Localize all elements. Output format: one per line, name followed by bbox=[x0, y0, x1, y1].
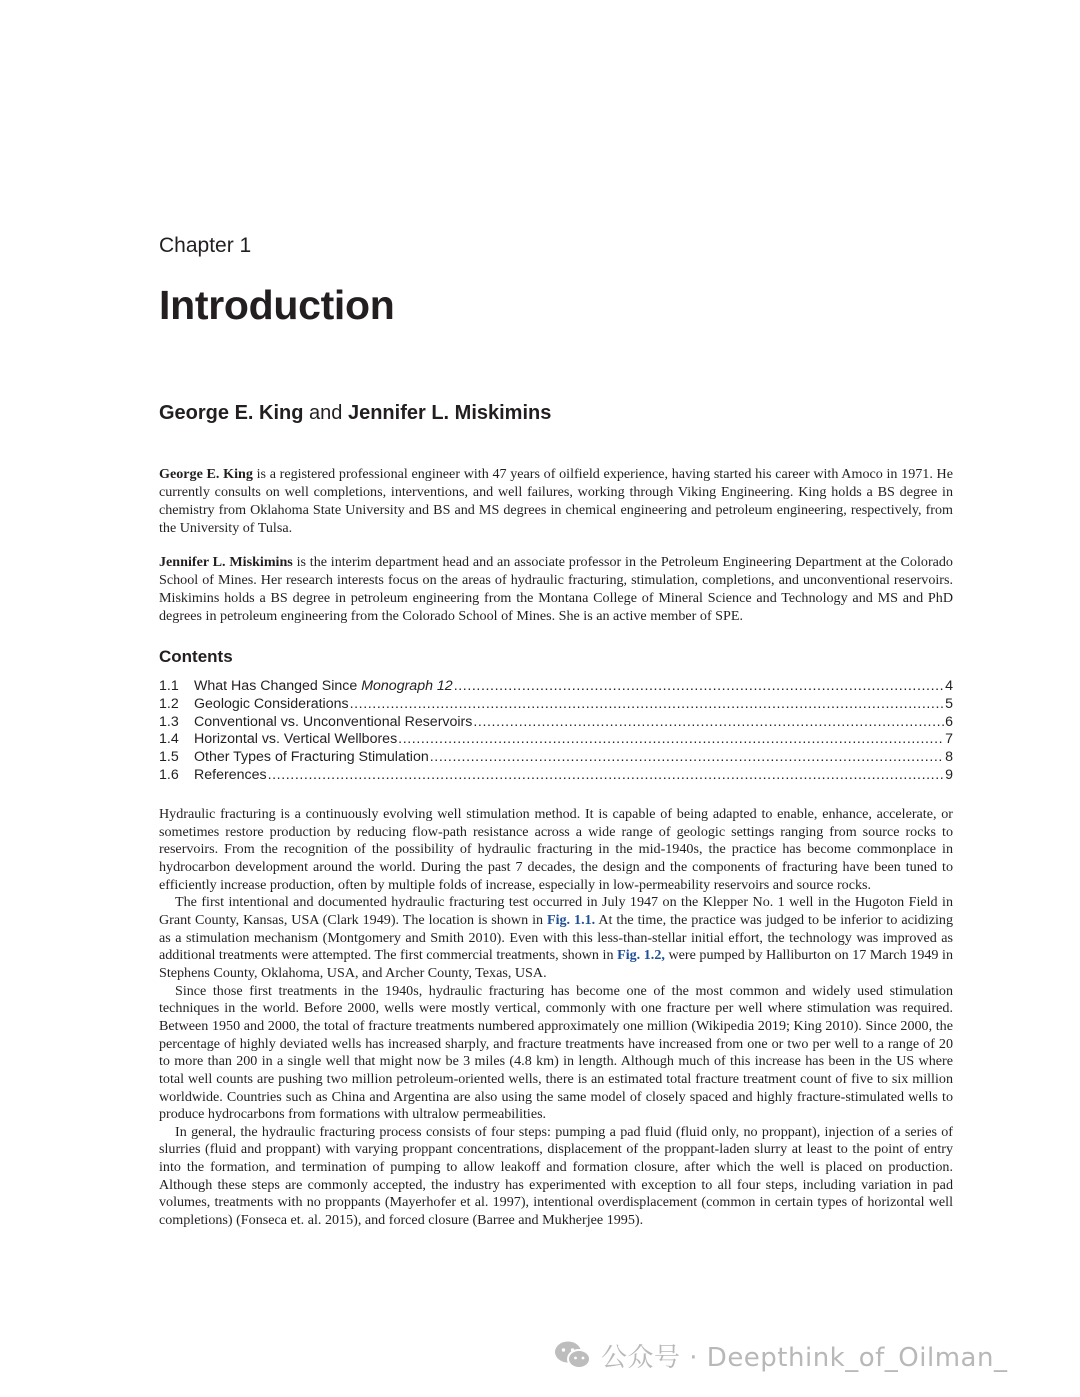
toc-page-number: 7 bbox=[945, 731, 953, 748]
toc-leader-dots bbox=[473, 714, 944, 730]
chapter-body bbox=[159, 806, 953, 1230]
table-of-contents bbox=[159, 678, 953, 785]
toc-leader-dots bbox=[430, 749, 944, 765]
toc-number: 1.5 bbox=[159, 749, 179, 766]
author-1: George E. King bbox=[159, 402, 304, 424]
toc-entry-1-4[interactable] bbox=[159, 731, 953, 749]
toc-leader-dots bbox=[350, 696, 945, 712]
toc-title: Horizontal vs. Vertical Wellbores bbox=[194, 731, 398, 748]
figure-link-1-2[interactable]: Fig. 1.2, bbox=[617, 947, 665, 964]
bio-name: George E. King bbox=[159, 466, 253, 482]
toc-title: Geologic Considerations bbox=[194, 695, 349, 712]
toc-number: 1.4 bbox=[159, 731, 179, 748]
bio-text: is the interim department head and an associate professor in the Petroleum Engineering Department at the Colorado School of Mines. Her research interests focus on the areas of hydraulic fracturing, stimulation, completions, and unconventional reservoirs. Miskimins holds a BS degree in petroleum engineering from the Montana College of Mineral Science and Technology and MS and PhD degrees in petroleum engineering from the Colorado School of Mines. She is an active member of SPE. bbox=[159, 554, 953, 624]
body-paragraph-2: The first intentional and documented hydraulic fracturing test occurred in July 1947 on the Klepper No. 1 well in the Hugoton Field in Grant County, Kansas, USA (Clark 1949). The location is shown in Fig. 1.1. At the time, the practice was judged to be inferior to acidizing as a stimulation mechanism (Montgomery and Smith 2010). Even with this less-than-stellar initial effort, the technology was improved as additional treatments were attempted. The first commercial treatments, shown in Fig. 1.2, were pumped by Halliburton on 17 March 1949 in Stephens County, Oklahoma, USA, and Archer County, Texas, USA. bbox=[159, 894, 953, 981]
chapter-label: Chapter 1 bbox=[159, 234, 252, 257]
chapter-title: Introduction bbox=[159, 282, 395, 328]
toc-entry-1-2[interactable] bbox=[159, 696, 953, 714]
toc-page-number: 9 bbox=[945, 766, 953, 783]
toc-number: 1.6 bbox=[159, 766, 179, 783]
authors-conjunction: and bbox=[309, 402, 343, 424]
author-bio-king bbox=[159, 466, 953, 538]
toc-leader-dots bbox=[454, 678, 944, 694]
contents-heading: Contents bbox=[159, 647, 233, 666]
toc-leader-dots bbox=[268, 767, 945, 783]
toc-entry-1-3[interactable] bbox=[159, 714, 953, 732]
toc-title: Conventional vs. Unconventional Reservoirs bbox=[194, 713, 473, 730]
toc-page-number: 8 bbox=[945, 749, 953, 766]
body-paragraph-4: In general, the hydraulic fracturing process consists of four steps: pumping a pad fluid (fluid only, no proppant), injection of a series of slurries (fluid and proppant) with varying proppant concentrations, displacement of the proppant-laden slurry at least to the point of entry into the formation, and termination of pumping to allow leakoff and formation closure, after which the well is placed on production. Although these steps are commonly accepted, the industry has experimented with exception to all four steps, including variation in pad volumes, treatments with no proppants (Mayerhofer et al. 1997), intentional overdisplacement (common in certain types of horizontal well completions) (Fonseca et. al. 2015), and forced closure (Barree and Mukherjee 1995). bbox=[159, 1123, 953, 1229]
body-paragraph-3: Since those first treatments in the 1940s, hydraulic fracturing has become one of the most common and widely used stimulation techniques in the world. Before 2000, wells were mostly vertical, commonly with one fracture per well where stimulation was required. Between 1950 and 2000, the total of fracture treatments numbered approximately one million (Wikipedia 2019; King 2010). Since 2000, the percentage of highly deviated wells has increased sharply, and fracture treatments have increased from one or two per well to a range of 20 to more than 200 in a single well that might now be 3 miles (4.8 km) in length. Although much of this increase has been in the US where total well counts are pushing two million petroleum-oriented wells, there is an estimated total fracture treatment count of five to six million worldwide. Countries such as China and Argentina are also using the same model of closely spaced and highly fracture-stimulated wells to produce hydrocarbons from formations with ultralow permeabilities. bbox=[159, 982, 953, 1123]
toc-page-number: 4 bbox=[945, 678, 953, 694]
toc-page-number: 6 bbox=[945, 713, 953, 730]
toc-entry-1-5[interactable] bbox=[159, 749, 953, 767]
bio-text: is a registered professional engineer with 47 years of oilfield experience, having started his career with Amoco in 1971. He currently consults on well completions, interventions, and well failures, working through Viking Engineering. King holds a BS degree in chemistry from Oklahoma State University and BS and MS degrees in chemical engineering and petroleum engineering, respectively, from the University of Tulsa. bbox=[159, 466, 953, 536]
author-2: Jennifer L. Miskimins bbox=[347, 402, 552, 424]
figure-link-1-1[interactable]: Fig. 1.1. bbox=[546, 911, 596, 928]
watermark-text: 公众号 · Deepthink_of_Oilman_ bbox=[601, 1342, 1008, 1373]
watermark bbox=[553, 1338, 1007, 1372]
toc-number: 1.1 bbox=[159, 678, 179, 694]
toc-number: 1.3 bbox=[159, 713, 179, 730]
toc-title: What Has Changed Since Monograph 12 bbox=[194, 678, 453, 694]
bio-name: Jennifer L. Miskimins bbox=[159, 554, 293, 570]
toc-leader-dots bbox=[398, 731, 944, 747]
toc-title: Other Types of Fracturing Stimulation bbox=[194, 749, 429, 766]
wechat-icon bbox=[553, 1339, 593, 1371]
toc-page-number: 5 bbox=[945, 695, 953, 712]
toc-number: 1.2 bbox=[159, 695, 179, 712]
toc-entry-1-1[interactable] bbox=[159, 678, 953, 696]
toc-title: References bbox=[194, 766, 267, 783]
body-paragraph-1: Hydraulic fracturing is a continuously evolving well stimulation method. It is capable of being adapted to enable, enhance, accelerate, or sometimes restore production by reducing flow-path resistance across a wide range of geologic settings ranging from source rocks to reservoirs. From the recognition of the possibility of hydraulic fracturing in the mid-1940s, the practice has become commonplace in hydrocarbon development around the world. During the past 7 decades, the design and the components of fracturing have been tuned to efficiently increase production, often by multiple folds of increase, especially in low-permeability reservoirs and source rocks. bbox=[159, 806, 953, 893]
author-bio-miskimins bbox=[159, 554, 953, 626]
toc-entry-1-6[interactable] bbox=[159, 767, 953, 785]
authors-line bbox=[159, 402, 551, 425]
